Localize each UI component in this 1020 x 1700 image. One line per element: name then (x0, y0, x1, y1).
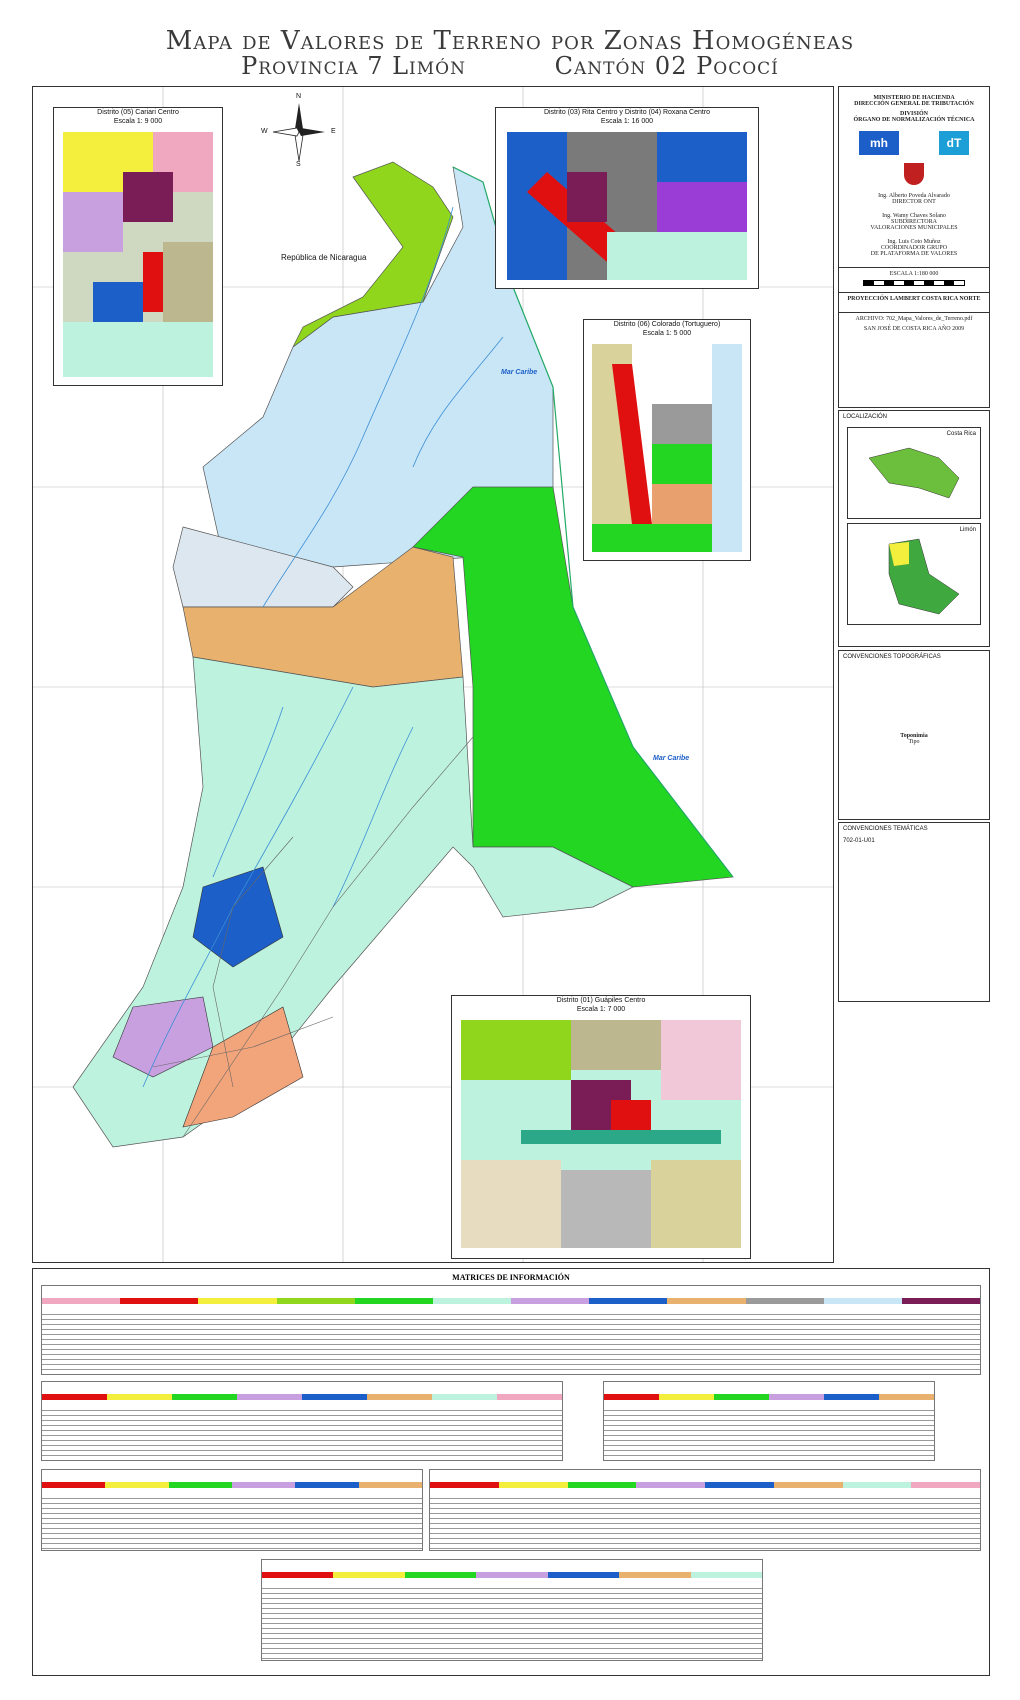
costa-rica-locator (847, 427, 981, 519)
role-3a: COORDINADOR GRUPO (880, 245, 948, 251)
matrices-section (32, 1268, 990, 1676)
compass-e: E (331, 128, 336, 135)
mh-logo-icon: mh dT (839, 131, 989, 155)
inset-guapiles-title: Distrito (01) Guápiles Centro (556, 997, 646, 1004)
person-1: Ing. Alberto Poveda Alvarado (878, 193, 950, 199)
inset-rita[interactable] (495, 107, 759, 289)
inset-guapiles[interactable] (451, 995, 751, 1259)
inset-rita-title: Distrito (03) Rita Centro y Distrito (04) Roxana Centro (543, 109, 711, 116)
sea-label-south: Mar Caribe (653, 755, 690, 762)
role-1: DIRECTOR ONT (892, 199, 936, 205)
title-line-2 (0, 52, 1020, 80)
organ-name: ÓRGANO DE NORMALIZACIÓN TÉCNICA (853, 117, 975, 123)
compass-n: N (296, 93, 302, 100)
loc-country: Costa Rica (946, 431, 976, 437)
inset-rita-scale: Escala 1: 16 000 (600, 118, 654, 125)
compass-s: S (296, 161, 301, 168)
role-2a: SUBDIRECTORA (891, 219, 937, 225)
thematic-conventions-title: CONVENCIONES TEMÁTICAS (843, 826, 928, 832)
limon-locator (847, 523, 981, 625)
sea-label-north: Mar Caribe (501, 369, 538, 376)
inset-guapiles-scale: Escala 1: 7 000 (576, 1006, 626, 1013)
direction-name: DIRECCIÓN GENERAL DE TRIBUTACIÓN (854, 101, 974, 107)
compass-w: W (261, 128, 268, 135)
matrix-table-3 (603, 1381, 935, 1461)
role-2b: VALORACIONES MUNICIPALES (870, 225, 958, 231)
inset-guapiles-map (461, 1020, 741, 1248)
main-map[interactable] (32, 86, 834, 1263)
title-province: Provincia 7 Limón (241, 52, 466, 80)
title-canton: Cantón 02 Pococí (554, 52, 779, 80)
topo-conventions-panel (838, 650, 990, 820)
localization-title: LOCALIZACIÓN (843, 414, 888, 420)
person-3: Ing. Luis Coto Muñoz (887, 239, 941, 245)
division-label: DIVISIÓN (899, 111, 928, 117)
projection-text: PROYECCIÓN LAMBERT COSTA RICA NORTE (839, 292, 989, 302)
file-name: ARCHIVO: 702_Mapa_Valores_de_Terreno.pdf (839, 312, 989, 322)
scale-bar (863, 280, 965, 286)
inset-cariari-map (63, 132, 213, 377)
matrix-table-1 (41, 1285, 981, 1375)
loc-province: Limón (959, 527, 976, 533)
info-panel (838, 86, 990, 408)
zone-code-example: 702-01-U01 (843, 838, 875, 844)
localization-panel (838, 410, 990, 647)
role-3b: DE PLATAFORMA DE VALORES (870, 251, 958, 257)
title-line-1: Mapa de Valores de Terreno por Zonas Homogéneas (165, 26, 855, 56)
limon-shape (849, 524, 979, 620)
person-2: Ing. Wamy Chaves Solano (882, 213, 946, 219)
inset-rita-map (507, 132, 747, 280)
matrices-title: MATRICES DE INFORMACIÓN (452, 1273, 570, 1282)
matrix-table-6 (261, 1559, 763, 1661)
thematic-conventions-panel (838, 822, 990, 1002)
inset-cariari-scale: Escala 1: 9 000 (113, 118, 163, 125)
inset-colorado-scale: Escala 1: 5 000 (642, 330, 692, 337)
tipo-label: Tipo (908, 739, 920, 745)
inset-colorado-title: Distrito (06) Colorado (Tortuguero) (613, 321, 721, 328)
nicaragua-label: República de Nicaragua (281, 253, 367, 262)
coat-of-arms-icon (904, 163, 924, 185)
matrix-table-2 (41, 1381, 563, 1461)
inset-colorado-map (592, 344, 742, 552)
compass-rose-icon (261, 93, 336, 168)
topo-conventions-title: CONVENCIONES TOPOGRÁFICAS (843, 654, 941, 660)
matrix-table-4 (41, 1469, 423, 1551)
place-year: SAN JOSÉ DE COSTA RICA AÑO 2009 (863, 326, 965, 332)
inset-cariari-title: Distrito (05) Cariari Centro (97, 109, 179, 116)
scale-text: ESCALA 1:180 000 (839, 267, 989, 277)
costa-rica-shape (849, 428, 979, 514)
toponimia-label: Toponimia (900, 733, 928, 739)
inset-colorado[interactable] (583, 319, 751, 561)
matrix-table-5 (429, 1469, 981, 1551)
ministry-name: MINISTERIO DE HACIENDA (873, 95, 955, 101)
inset-cariari[interactable] (53, 107, 223, 386)
